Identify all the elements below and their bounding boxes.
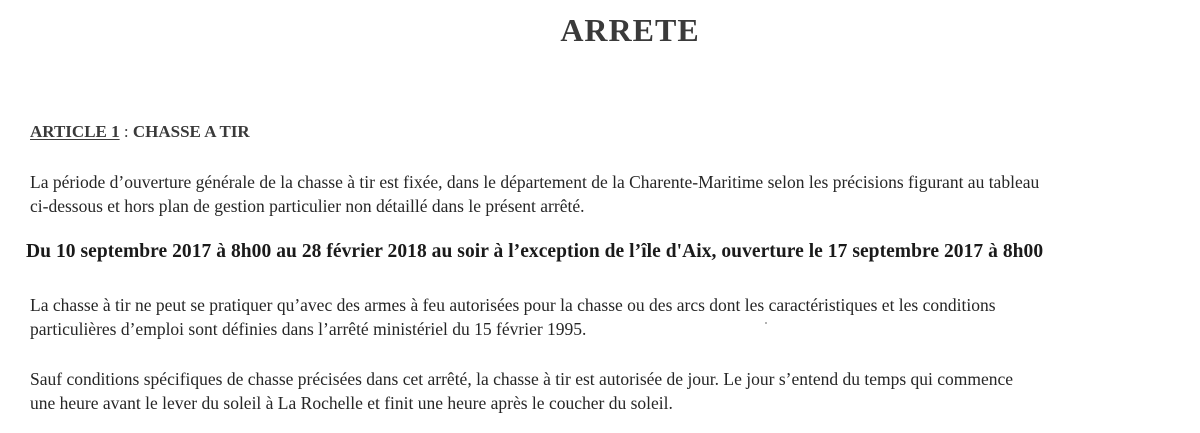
article-title: CHASSE A TIR	[132, 122, 250, 141]
scan-speck	[765, 322, 767, 324]
paragraph-line: Sauf conditions spécifiques de chasse précisées dans cet arrêté, la chasse à tir est autorisée de jour. Le jour s’entend du temps qui commence	[30, 369, 1014, 389]
paragraph-opening-period	[30, 170, 1200, 218]
paragraph-line: La période d’ouverture générale de la chasse à tir est fixée, dans le département de la Charente-Maritime selon les précisions figurant au tableau	[30, 172, 1040, 192]
paragraph-line: particulières d’emploi sont définies dans l’arrêté ministériel du 15 février 1995.	[30, 319, 587, 339]
document-title: ARRETE	[560, 12, 700, 48]
article-heading	[30, 122, 250, 142]
paragraph-line: une heure avant le lever du soleil à La Rochelle et finit une heure après le coucher du soleil.	[30, 393, 673, 413]
paragraph-line: La chasse à tir ne peut se pratiquer qu’avec des armes à feu autorisées pour la chasse ou des arcs dont les caractéristiques et les conditions	[30, 295, 996, 315]
paragraph-weapons	[30, 293, 1200, 341]
paragraph-daytime	[30, 367, 1200, 415]
article-separator: :	[119, 122, 133, 141]
season-dates-statement: Du 10 septembre 2017 à 8h00 au 28 février 2018 au soir à l’exception de l’île d'Aix, ouverture le 17 septembre 2017 à 8h00	[26, 241, 1044, 262]
paragraph-line: ci-dessous et hors plan de gestion particulier non détaillé dans le présent arrêté.	[30, 196, 585, 216]
article-number: ARTICLE 1	[30, 122, 120, 141]
